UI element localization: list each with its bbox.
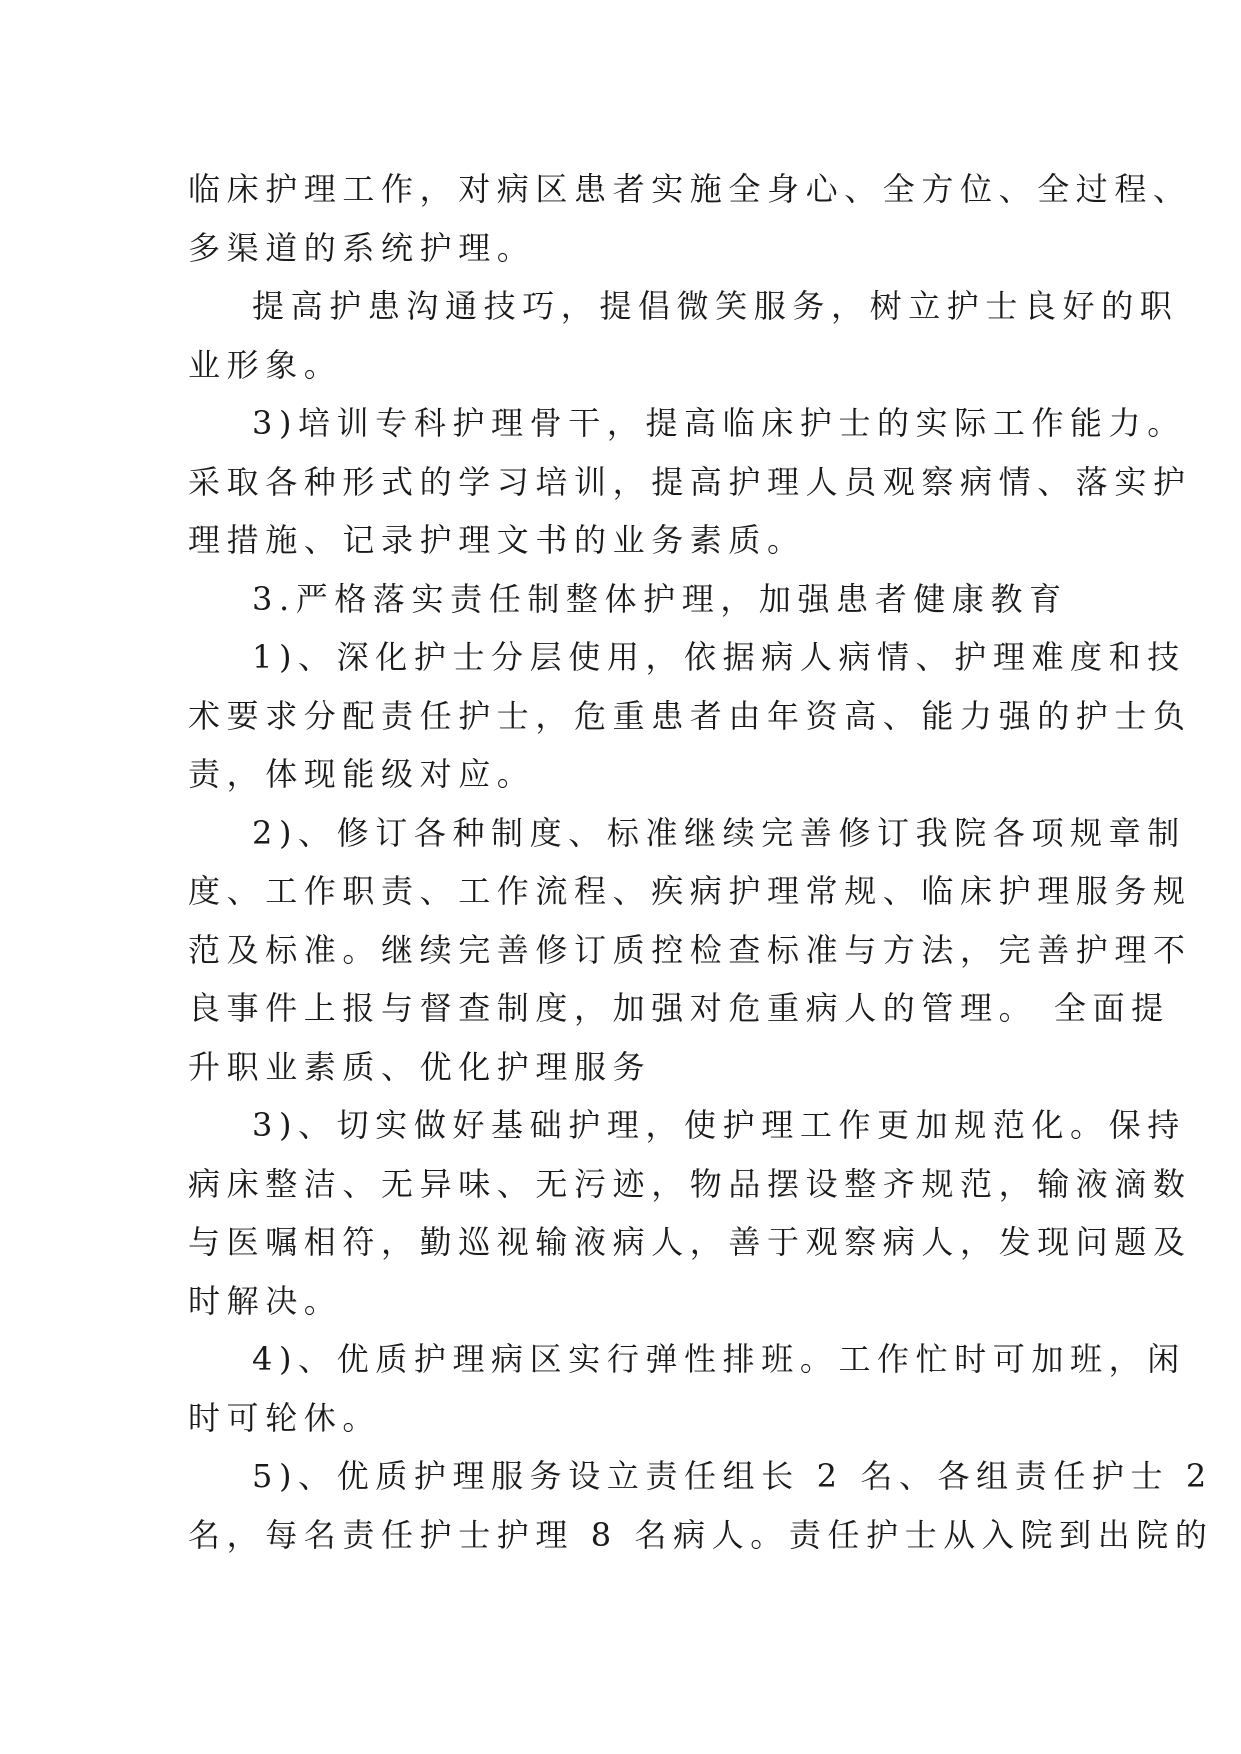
- paragraph-item-2: [188, 804, 1192, 1097]
- text-line: 3.严格落实责任制整体护理，加强患者健康教育: [252, 579, 1068, 618]
- paragraph-communication: [188, 277, 1179, 394]
- paragraph-item-1: [188, 628, 1192, 804]
- text-line: 与医嘱相符，勤巡视输液病人，善于观察病人，发现问题及: [188, 1223, 1192, 1261]
- text-line: 临床护理工作，对病区患者实施全身心、全方位、全过程、: [188, 170, 1192, 208]
- text-line: 良事件上报与督查制度，加强对危重病人的管理。 全面提: [188, 989, 1170, 1027]
- text-line: 业形象。: [188, 345, 343, 384]
- paragraph-item-4: [188, 1330, 1186, 1447]
- text-line: 责，体现能级对应。: [188, 755, 536, 793]
- text-line: 度、工作职责、工作流程、疾病护理常规、临床护理服务规: [188, 872, 1192, 910]
- text-line: 5)、优质护理服务设立责任组长 2 名、各组责任护士 2: [252, 1457, 1213, 1495]
- text-line: 3)培训专科护理骨干，提高临床护士的实际工作能力。: [252, 404, 1186, 442]
- text-line: 时解决。: [188, 1281, 343, 1320]
- text-line: 理措施、记录护理文书的业务素质。: [188, 521, 806, 559]
- paragraph-item-3: [188, 1096, 1192, 1330]
- text-line: 病床整洁、无异味、无污迹，物品摆设整齐规范，输液滴数: [188, 1164, 1192, 1203]
- paragraph-continuation: [188, 160, 1192, 277]
- text-line: 多渠道的系统护理。: [188, 228, 536, 267]
- paragraph-training: [188, 394, 1192, 570]
- section-heading: [188, 570, 1068, 629]
- document-body: [188, 160, 1214, 1564]
- text-line: 名，每名责任护士护理 8 名病人。责任护士从入院到出院的: [188, 1515, 1214, 1554]
- text-line: 4)、优质护理病区实行弹性排班。工作忙时可加班，闲: [252, 1340, 1186, 1378]
- text-line: 升职业素质、优化护理服务: [188, 1047, 652, 1086]
- text-line: 时可轮休。: [188, 1398, 382, 1437]
- text-line: 采取各种形式的学习培训，提高护理人员观察病情、落实护: [188, 462, 1192, 501]
- text-line: 提高护患沟通技巧，提倡微笑服务，树立护士良好的职: [252, 287, 1179, 325]
- text-line: 3)、切实做好基础护理，使护理工作更加规范化。保持: [252, 1106, 1186, 1144]
- text-line: 1)、深化护士分层使用，依据病人病情、护理难度和技: [252, 638, 1186, 676]
- text-line: 术要求分配责任护士，危重患者由年资高、能力强的护士负: [188, 696, 1192, 735]
- text-line: 2)、修订各种制度、标准继续完善修订我院各项规章制: [252, 813, 1186, 852]
- text-line: 范及标准。继续完善修订质控检查标准与方法，完善护理不: [188, 930, 1192, 969]
- paragraph-item-5: [188, 1447, 1214, 1564]
